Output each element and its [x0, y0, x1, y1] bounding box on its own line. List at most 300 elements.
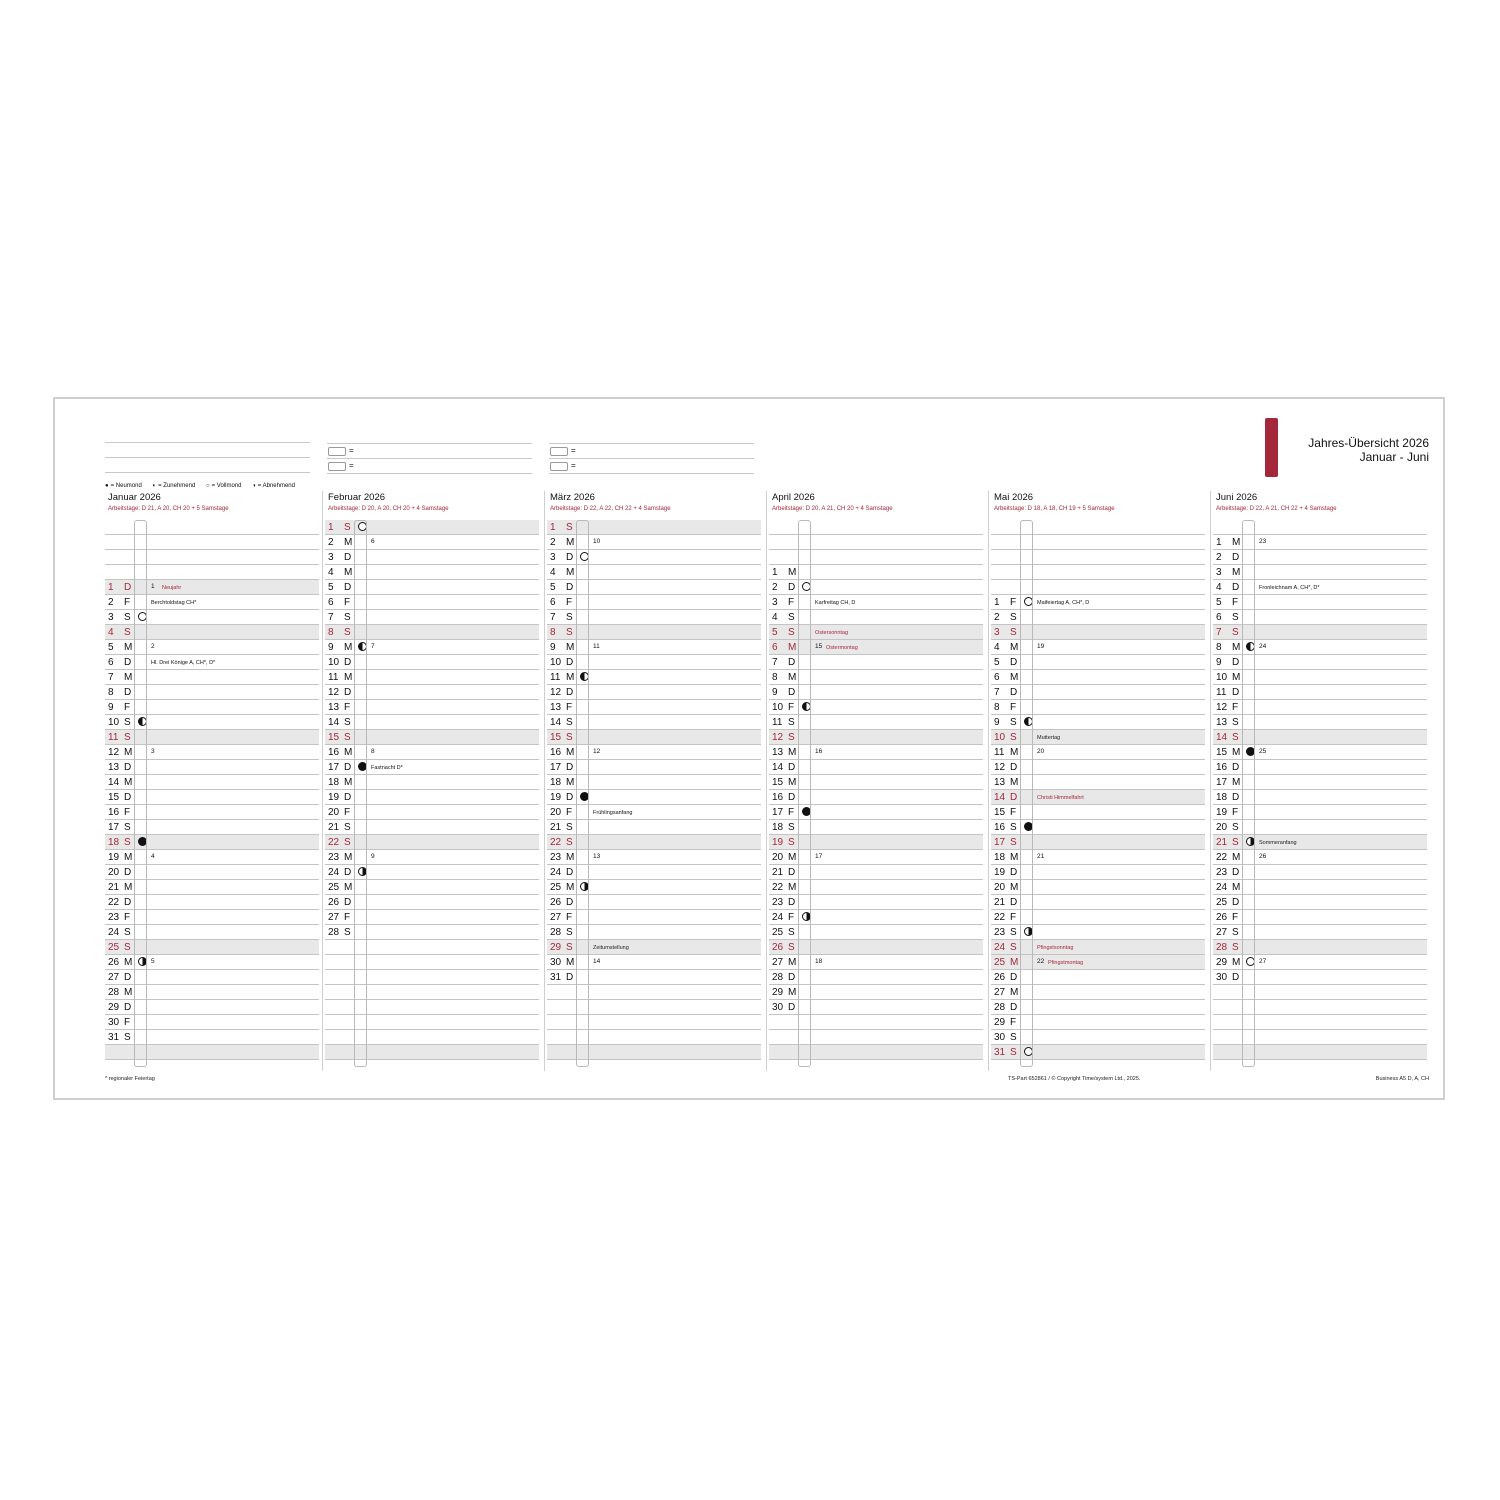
weekday-letter: M [1010, 777, 1019, 788]
day-row[interactable] [105, 640, 319, 655]
weekday-letter: S [124, 1032, 131, 1043]
day-row[interactable] [547, 910, 761, 925]
day-row[interactable] [1213, 775, 1427, 790]
empty-row [1213, 1045, 1427, 1060]
day-row[interactable] [769, 805, 983, 820]
day-row[interactable] [1213, 565, 1427, 580]
day-number: 28 [108, 987, 120, 998]
day-row[interactable] [769, 565, 983, 580]
day-row[interactable] [769, 970, 983, 985]
day-row[interactable] [769, 580, 983, 595]
day-row[interactable] [547, 895, 761, 910]
weekday-letter: F [1232, 912, 1239, 923]
day-row[interactable] [1213, 910, 1427, 925]
day-row[interactable] [105, 670, 319, 685]
day-row[interactable] [769, 955, 983, 970]
day-row[interactable] [325, 745, 539, 760]
day-row[interactable] [105, 835, 319, 850]
day-number: 8 [772, 672, 778, 683]
day-row[interactable] [991, 745, 1205, 760]
day-row[interactable] [769, 940, 983, 955]
empty-row [547, 1015, 761, 1030]
day-number: 21 [1216, 837, 1228, 848]
day-number: 12 [108, 747, 120, 758]
day-row[interactable] [105, 850, 319, 865]
day-number: 25 [108, 942, 120, 953]
day-row[interactable] [991, 1015, 1205, 1030]
day-number: 18 [994, 852, 1006, 863]
day-row[interactable] [991, 790, 1205, 805]
day-row[interactable] [547, 760, 761, 775]
day-row[interactable] [991, 775, 1205, 790]
day-row[interactable] [105, 790, 319, 805]
day-row[interactable] [547, 520, 761, 535]
calendar-week-number: 25 [1259, 748, 1267, 755]
day-row[interactable] [991, 1000, 1205, 1015]
day-number: 20 [108, 867, 120, 878]
day-row[interactable] [769, 595, 983, 610]
day-row[interactable] [1213, 820, 1427, 835]
month-column [769, 492, 983, 1072]
day-row[interactable] [325, 910, 539, 925]
weekday-letter: M [344, 672, 353, 683]
day-row[interactable] [105, 700, 319, 715]
day-row[interactable] [105, 745, 319, 760]
weekday-letter: S [566, 732, 573, 743]
empty-row [769, 520, 983, 535]
day-row[interactable] [325, 730, 539, 745]
day-row[interactable] [325, 775, 539, 790]
day-row[interactable] [547, 700, 761, 715]
waxing-moon-icon [1024, 927, 1033, 936]
day-row[interactable] [325, 880, 539, 895]
empty-row [991, 565, 1205, 580]
day-row[interactable] [105, 1030, 319, 1045]
calendar-week-number: 18 [815, 958, 823, 965]
weekday-letter: D [788, 867, 796, 878]
day-row[interactable] [547, 535, 761, 550]
day-row[interactable] [105, 730, 319, 745]
empty-row [105, 520, 319, 535]
day-row[interactable] [769, 865, 983, 880]
weekday-letter: S [788, 717, 795, 728]
full-moon-icon [1024, 597, 1033, 606]
day-row[interactable] [547, 715, 761, 730]
day-row[interactable] [105, 1015, 319, 1030]
day-number: 25 [772, 927, 784, 938]
weekday-letter: D [1232, 687, 1240, 698]
day-number: 30 [108, 1017, 120, 1028]
day-row[interactable] [769, 775, 983, 790]
day-number: 13 [328, 702, 340, 713]
day-row[interactable] [991, 865, 1205, 880]
day-row[interactable] [105, 595, 319, 610]
day-row[interactable] [991, 625, 1205, 640]
day-row[interactable] [325, 925, 539, 940]
day-row[interactable] [105, 760, 319, 775]
holiday-note: Neujahr [162, 585, 182, 591]
day-row[interactable] [547, 820, 761, 835]
empty-row [105, 565, 319, 580]
day-row[interactable] [1213, 610, 1427, 625]
day-row[interactable] [769, 925, 983, 940]
weekday-letter: D [1010, 972, 1018, 983]
day-row[interactable] [105, 925, 319, 940]
calendar-week-number: 11 [593, 643, 600, 650]
day-row[interactable] [991, 895, 1205, 910]
holiday-note: Fronleichnam A, CH*, D* [1259, 585, 1320, 591]
workdays-summary: Arbeitstage: D 18, A 18, CH 19 + 5 Samstage [994, 506, 1115, 512]
day-number: 26 [328, 897, 340, 908]
day-row[interactable] [769, 670, 983, 685]
day-row[interactable] [1213, 940, 1427, 955]
day-row[interactable] [1213, 925, 1427, 940]
day-number: 30 [550, 957, 562, 968]
day-row[interactable] [105, 985, 319, 1000]
day-row[interactable] [547, 595, 761, 610]
weekday-letter: M [1010, 957, 1019, 968]
weekday-letter: M [788, 957, 797, 968]
day-row[interactable] [325, 715, 539, 730]
day-row[interactable] [1213, 895, 1427, 910]
empty-row [325, 1000, 539, 1015]
day-number: 22 [1216, 852, 1228, 863]
day-row[interactable] [547, 850, 761, 865]
weekday-letter: M [1010, 882, 1019, 893]
day-row[interactable] [547, 745, 761, 760]
day-row[interactable] [991, 880, 1205, 895]
day-number: 14 [108, 777, 120, 788]
day-row[interactable] [769, 625, 983, 640]
day-row[interactable] [547, 670, 761, 685]
day-row[interactable] [991, 730, 1205, 745]
day-number: 16 [108, 807, 120, 818]
day-row[interactable] [769, 610, 983, 625]
empty-row [547, 985, 761, 1000]
day-row[interactable] [547, 835, 761, 850]
day-row[interactable] [991, 835, 1205, 850]
holiday-note: Sommeranfang [1259, 840, 1297, 846]
day-row[interactable] [547, 730, 761, 745]
weekday-letter: S [124, 822, 131, 833]
day-number: 8 [328, 627, 334, 638]
column-divider [544, 491, 545, 1071]
day-row[interactable] [769, 730, 983, 745]
day-row[interactable] [769, 640, 983, 655]
day-row[interactable] [105, 580, 319, 595]
day-row[interactable] [325, 685, 539, 700]
day-row[interactable] [1213, 850, 1427, 865]
empty-row [1213, 1015, 1427, 1030]
holiday-note: Pfingstmontag [1048, 960, 1084, 966]
day-number: 9 [994, 717, 1000, 728]
day-row[interactable] [1213, 550, 1427, 565]
day-row[interactable] [991, 715, 1205, 730]
column-divider [322, 491, 323, 1071]
day-row[interactable] [769, 760, 983, 775]
day-number: 15 [772, 777, 784, 788]
day-number: 29 [108, 1002, 120, 1013]
day-row[interactable] [547, 685, 761, 700]
day-row[interactable] [105, 895, 319, 910]
workdays-summary: Arbeitstage: D 22, A 21, CH 22 + 4 Samstage [1216, 506, 1337, 512]
day-row[interactable] [1213, 580, 1427, 595]
day-row[interactable] [991, 1045, 1205, 1060]
day-row[interactable] [105, 655, 319, 670]
day-row[interactable] [1213, 880, 1427, 895]
day-row[interactable] [1213, 640, 1427, 655]
day-row[interactable] [547, 580, 761, 595]
day-number: 19 [550, 792, 562, 803]
day-number: 2 [772, 582, 778, 593]
day-row[interactable] [325, 610, 539, 625]
day-row[interactable] [769, 745, 983, 760]
day-row[interactable] [991, 610, 1205, 625]
day-row[interactable] [991, 640, 1205, 655]
day-row[interactable] [325, 520, 539, 535]
weekday-letter: M [124, 777, 133, 788]
weekday-letter: S [1232, 627, 1239, 638]
day-row[interactable] [325, 670, 539, 685]
calendar-week-number: 10 [593, 538, 601, 545]
day-row[interactable] [547, 805, 761, 820]
day-row[interactable] [325, 535, 539, 550]
day-row[interactable] [769, 985, 983, 1000]
day-row[interactable] [991, 805, 1205, 820]
day-row[interactable] [325, 580, 539, 595]
day-row[interactable] [105, 970, 319, 985]
day-row[interactable] [991, 760, 1205, 775]
day-row[interactable] [547, 655, 761, 670]
day-row[interactable] [769, 700, 983, 715]
day-row[interactable] [105, 685, 319, 700]
holiday-note: Ostersonntag [815, 630, 849, 636]
calendar-week-number: 7 [371, 643, 375, 650]
day-row[interactable] [105, 805, 319, 820]
day-row[interactable] [105, 940, 319, 955]
day-row[interactable] [547, 955, 761, 970]
day-row[interactable] [547, 970, 761, 985]
weekday-letter: D [1010, 1002, 1018, 1013]
day-row[interactable] [105, 955, 319, 970]
day-row[interactable] [547, 565, 761, 580]
day-row[interactable] [325, 835, 539, 850]
day-number: 6 [550, 597, 556, 608]
day-number: 21 [772, 867, 784, 878]
day-row[interactable] [325, 700, 539, 715]
day-number: 27 [328, 912, 340, 923]
day-row[interactable] [1213, 835, 1427, 850]
day-row[interactable] [105, 880, 319, 895]
day-number: 10 [550, 657, 562, 668]
calendar-week-number: 23 [1259, 538, 1267, 545]
day-row[interactable] [769, 820, 983, 835]
day-row[interactable] [991, 940, 1205, 955]
day-number: 2 [994, 612, 1000, 623]
day-row[interactable] [769, 655, 983, 670]
day-row[interactable] [105, 1000, 319, 1015]
day-row[interactable] [769, 790, 983, 805]
day-row[interactable] [1213, 970, 1427, 985]
weekday-letter: S [124, 942, 131, 953]
day-row[interactable] [1213, 745, 1427, 760]
day-number: 27 [550, 912, 562, 923]
day-row[interactable] [105, 910, 319, 925]
day-row[interactable] [769, 685, 983, 700]
weekday-letter: F [124, 702, 131, 713]
day-row[interactable] [991, 655, 1205, 670]
day-row[interactable] [769, 895, 983, 910]
weekday-letter: F [1010, 702, 1017, 713]
weekday-letter: S [344, 837, 351, 848]
waning-moon-icon [1024, 717, 1033, 726]
day-row[interactable] [547, 880, 761, 895]
empty-row [325, 940, 539, 955]
column-divider [766, 491, 767, 1071]
day-row[interactable] [1213, 790, 1427, 805]
day-row[interactable] [325, 820, 539, 835]
day-row[interactable] [325, 865, 539, 880]
day-row[interactable] [105, 625, 319, 640]
weekday-letter: M [566, 672, 575, 683]
day-row[interactable] [1213, 805, 1427, 820]
day-row[interactable] [991, 1030, 1205, 1045]
day-row[interactable] [1213, 700, 1427, 715]
calendar-week-number: 21 [1037, 853, 1045, 860]
weekday-letter: S [344, 732, 351, 743]
footer-edition: Business A5 D, A, CH [1375, 1076, 1429, 1082]
day-number: 18 [550, 777, 562, 788]
day-number: 28 [1216, 942, 1228, 953]
day-row[interactable] [547, 640, 761, 655]
empty-row [1213, 985, 1427, 1000]
day-row[interactable] [325, 550, 539, 565]
day-row[interactable] [1213, 955, 1427, 970]
day-row[interactable] [325, 895, 539, 910]
weekday-letter: D [566, 972, 574, 983]
weekday-letter: D [566, 687, 574, 698]
weekday-letter: S [344, 627, 351, 638]
calendar-week-number: 4 [151, 853, 155, 860]
day-row[interactable] [1213, 625, 1427, 640]
day-row[interactable] [1213, 595, 1427, 610]
day-row[interactable] [547, 610, 761, 625]
day-number: 17 [994, 837, 1006, 848]
day-row[interactable] [105, 775, 319, 790]
day-row[interactable] [325, 655, 539, 670]
day-row[interactable] [547, 925, 761, 940]
weekday-letter: S [1010, 1047, 1017, 1058]
day-row[interactable] [1213, 865, 1427, 880]
day-row[interactable] [547, 775, 761, 790]
day-number: 1 [1216, 537, 1222, 548]
day-row[interactable] [325, 565, 539, 580]
day-row[interactable] [769, 850, 983, 865]
day-row[interactable] [991, 850, 1205, 865]
day-row[interactable] [991, 685, 1205, 700]
weekday-letter: D [788, 792, 796, 803]
weekday-letter: M [1010, 987, 1019, 998]
day-row[interactable] [991, 700, 1205, 715]
day-row[interactable] [1213, 760, 1427, 775]
weekday-letter: S [1010, 612, 1017, 623]
day-row[interactable] [769, 835, 983, 850]
day-row[interactable] [547, 940, 761, 955]
title-text: Jahres-Übersicht 2026 [1308, 436, 1429, 450]
day-number: 4 [772, 612, 778, 623]
day-row[interactable] [1213, 655, 1427, 670]
day-row[interactable] [1213, 685, 1427, 700]
day-number: 17 [108, 822, 120, 833]
day-number: 1 [994, 597, 1000, 608]
weekday-letter: F [344, 807, 351, 818]
weekday-letter: M [344, 882, 353, 893]
weekday-letter: D [124, 972, 132, 983]
waxing-moon-icon [1246, 837, 1255, 846]
day-row[interactable] [769, 880, 983, 895]
day-row[interactable] [547, 625, 761, 640]
day-row[interactable] [325, 805, 539, 820]
weekday-letter: S [566, 627, 573, 638]
day-row[interactable] [105, 715, 319, 730]
calendar-sheet [53, 397, 1445, 1100]
weekday-letter: D [344, 897, 352, 908]
empty-row [105, 550, 319, 565]
day-row[interactable] [1213, 730, 1427, 745]
day-row[interactable] [991, 910, 1205, 925]
day-row[interactable] [105, 610, 319, 625]
day-row[interactable] [769, 715, 983, 730]
day-row[interactable] [769, 910, 983, 925]
empty-row [547, 1000, 761, 1015]
day-row[interactable] [1213, 715, 1427, 730]
day-row[interactable] [1213, 670, 1427, 685]
day-row[interactable] [325, 850, 539, 865]
waning-moon-icon [358, 642, 367, 651]
day-row[interactable] [991, 925, 1205, 940]
day-row[interactable] [991, 955, 1205, 970]
day-row[interactable] [105, 865, 319, 880]
weekday-letter: F [1010, 807, 1017, 818]
weekday-letter: D [124, 897, 132, 908]
day-row[interactable] [547, 790, 761, 805]
day-number: 29 [772, 987, 784, 998]
day-number: 6 [1216, 612, 1222, 623]
day-row[interactable] [991, 985, 1205, 1000]
day-row[interactable] [769, 1000, 983, 1015]
day-row[interactable] [325, 790, 539, 805]
weekday-letter: S [1232, 927, 1239, 938]
day-row[interactable] [991, 595, 1205, 610]
day-number: 22 [772, 882, 784, 893]
day-number: 26 [994, 972, 1006, 983]
day-row[interactable] [105, 820, 319, 835]
weekday-letter: D [566, 552, 574, 563]
day-row[interactable] [991, 670, 1205, 685]
day-row[interactable] [547, 865, 761, 880]
day-row[interactable] [991, 970, 1205, 985]
weekday-letter: M [566, 852, 575, 863]
empty-row [991, 520, 1205, 535]
day-row[interactable] [325, 625, 539, 640]
holiday-note: Frühlingsanfang [593, 810, 633, 816]
day-row[interactable] [1213, 535, 1427, 550]
day-row[interactable] [547, 550, 761, 565]
day-row[interactable] [991, 820, 1205, 835]
day-row[interactable] [325, 640, 539, 655]
day-row[interactable] [325, 595, 539, 610]
day-row[interactable] [325, 760, 539, 775]
